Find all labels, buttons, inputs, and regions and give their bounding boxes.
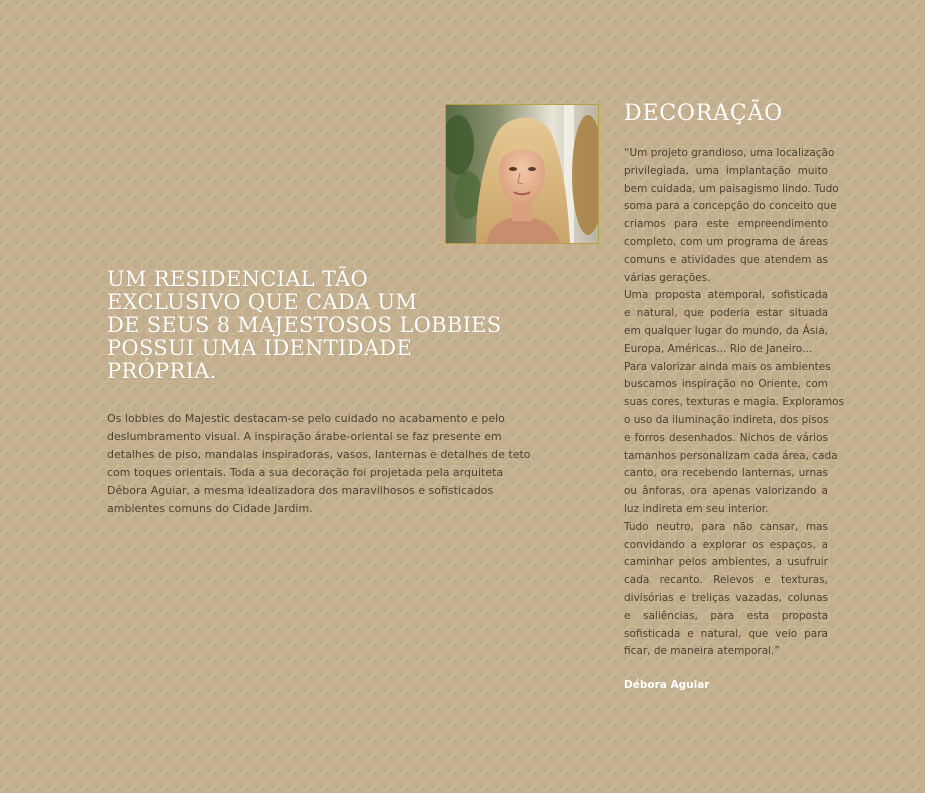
quote-line: Uma proposta atemporal, sofisticada <box>624 289 828 302</box>
headline-line: POSSUI UMA IDENTIDADE <box>107 336 413 360</box>
quote-line: divisórias e treliças vazadas, colunas <box>624 591 828 604</box>
quote-line: em qualquer lugar do mundo, da Ásia, <box>624 324 828 337</box>
intro-line: com toques orientais. Toda a sua decoração foi projetada pela arquiteta <box>107 466 504 479</box>
quote-line: Para valorizar ainda mais os ambientes <box>624 360 831 373</box>
quote-line: e saliências, para esta proposta <box>624 609 828 622</box>
quote-line: Europa, Américas... Rio de Janeiro... <box>624 342 813 355</box>
quote-line: canto, ora recebendo lanternas, urnas <box>624 467 828 480</box>
quote-line: o uso da iluminação indireta, dos pisos <box>624 413 829 426</box>
quote-line: luz indireta em seu interior. <box>624 502 769 515</box>
quote-block <box>624 145 845 661</box>
quote-line: comuns e atividades que atendem as <box>624 253 828 266</box>
quote-line: buscamos inspiração no Oriente, com <box>624 378 828 391</box>
intro-paragraph <box>107 410 531 518</box>
quote-line: “Um projeto grandioso, uma localização <box>624 147 835 159</box>
quote-line: sofisticada e natural, que veio para <box>624 627 828 640</box>
quote-line: bem cuidada, um paisagismo lindo. Tudo <box>624 182 839 195</box>
quote-line: ficar, de maneira atemporal.” <box>624 645 780 658</box>
quote-line: convidando a explorar os espaços, a <box>624 538 828 551</box>
quote-line: criamos para este empreendimento <box>624 218 828 231</box>
intro-line: ambientes comuns do Cidade Jardim. <box>107 502 313 515</box>
quote-line: Tudo neutro, para não cansar, mas <box>624 520 828 533</box>
quote-line: privilegiada, uma implantação muito <box>624 164 828 177</box>
intro-line: deslumbramento visual. A inspiração árabe-oriental se faz presente em <box>107 430 502 443</box>
portrait-photo <box>445 104 599 244</box>
headline-line: EXCLUSIVO QUE CADA UM <box>107 290 418 314</box>
intro-line: detalhes de piso, mandalas inspiradoras, vasos, lanternas e detalhes de teto <box>107 448 531 461</box>
headline-line: DE SEUS 8 MAJESTOSOS LOBBIES <box>107 313 502 337</box>
headline-line: UM RESIDENCIAL TÃO <box>107 267 369 291</box>
author-name: Débora Aguiar <box>624 679 710 691</box>
quote-line: tamanhos personalizam cada área, cada <box>624 449 838 462</box>
quote-line: ou ânforas, ora apenas valorizando a <box>624 485 828 498</box>
headline <box>107 268 507 383</box>
quote-line: várias gerações. <box>624 271 711 284</box>
section-title: DECORAÇÃO <box>624 101 783 126</box>
quote-line: caminhar pelos ambientes, a usufruir <box>624 556 828 569</box>
intro-line: Débora Aguiar, a mesma idealizadora dos maravilhosos e sofisticados <box>107 484 494 497</box>
quote-line: suas cores, texturas e magia. Exploramos <box>624 396 845 409</box>
quote-line: completo, com um programa de áreas <box>624 235 828 248</box>
headline-line: PRÓPRIA. <box>107 359 217 383</box>
portrait-photo-icon <box>446 105 598 243</box>
quote-line: e natural, que poderia estar situada <box>624 307 828 320</box>
quote-line: cada recanto. Relevos e texturas, <box>624 574 828 587</box>
intro-line: Os lobbies do Majestic destacam-se pelo cuidado no acabamento e pelo <box>107 412 505 425</box>
quote-line: soma para a concepção do conceito que <box>624 200 837 213</box>
quote-line: e forros desenhados. Nichos de vários <box>624 431 828 444</box>
